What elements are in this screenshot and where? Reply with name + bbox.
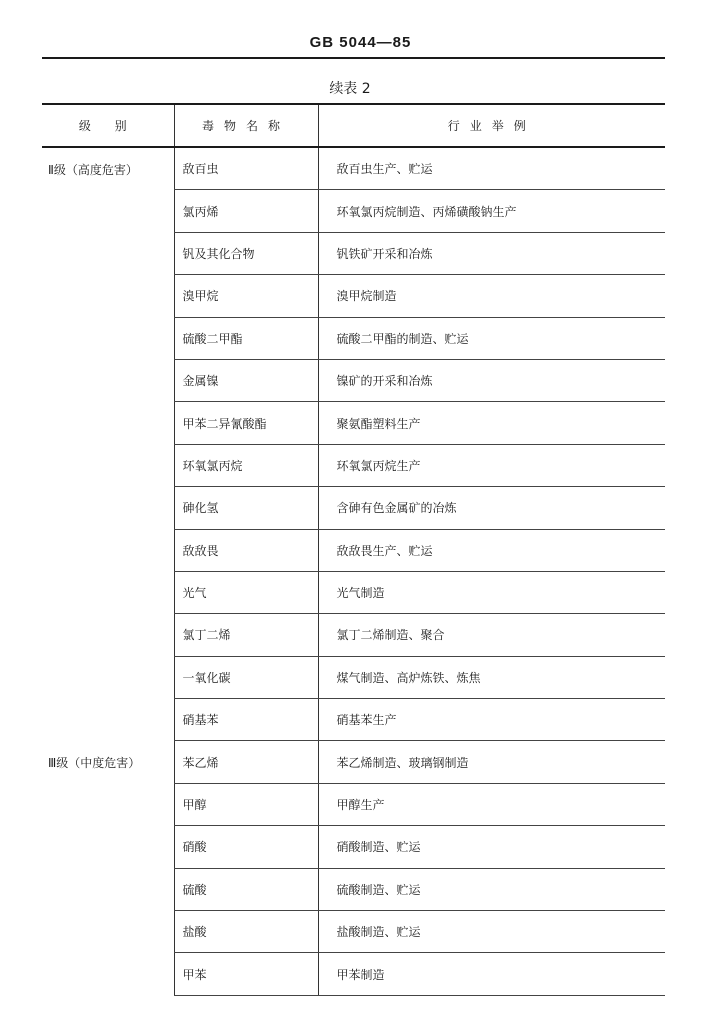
industry-example-cell: 甲苯制造 — [318, 953, 665, 995]
industry-example-cell: 苯乙烯制造、玻璃钢制造 — [318, 741, 665, 783]
toxicant-name-cell: 金属镍 — [174, 359, 318, 401]
toxicant-name-cell: 环氧氯丙烷 — [174, 444, 318, 486]
toxicant-name-cell: 硝基苯 — [174, 699, 318, 741]
toxicant-name-cell: 甲苯 — [174, 953, 318, 995]
toxicant-name-cell: 敌敌畏 — [174, 529, 318, 571]
column-header-toxicant-name: 毒物名称 — [174, 104, 318, 147]
toxicant-name-cell: 敌百虫 — [174, 147, 318, 190]
table-caption: 续表 2 — [329, 81, 371, 97]
industry-example-cell: 钒铁矿开采和冶炼 — [318, 232, 665, 274]
industry-example-cell: 环氧氯丙烷生产 — [318, 444, 665, 486]
toxicant-name-cell: 溴甲烷 — [174, 275, 318, 317]
industry-example-cell: 盐酸制造、贮运 — [318, 911, 665, 953]
toxicant-name-cell: 一氧化碳 — [174, 656, 318, 698]
toxicant-name-cell: 甲苯二异氰酸酯 — [174, 402, 318, 444]
table-row — [42, 741, 665, 783]
industry-example-cell: 氯丁二烯制造、聚合 — [318, 614, 665, 656]
industry-example-cell: 敌敌畏生产、贮运 — [318, 529, 665, 571]
industry-example-cell: 环氧氯丙烷制造、丙烯磺酸钠生产 — [318, 190, 665, 232]
toxicant-name-cell: 氯丙烯 — [174, 190, 318, 232]
toxicant-name-cell: 钒及其化合物 — [174, 232, 318, 274]
industry-example-cell: 光气制造 — [318, 571, 665, 613]
hazard-level-cell: Ⅲ级（中度危害） — [48, 755, 141, 770]
industry-example-cell: 甲醇生产 — [318, 783, 665, 825]
standard-code: GB 5044—85 — [309, 34, 412, 51]
toxicant-name-cell: 硫酸 — [174, 868, 318, 910]
toxicant-table — [42, 104, 665, 996]
industry-example-cell: 含砷有色金属矿的冶炼 — [318, 487, 665, 529]
column-header-level: 级 别 — [42, 104, 174, 147]
table-top-rule — [42, 103, 665, 105]
industry-example-cell: 硝基苯生产 — [318, 699, 665, 741]
header-rule — [42, 57, 665, 59]
table-body — [42, 147, 665, 995]
table-header-row — [42, 104, 665, 147]
hazard-level-cell: Ⅱ级（高度危害） — [48, 163, 138, 177]
toxicant-name-cell: 盐酸 — [174, 911, 318, 953]
toxicant-name-cell: 硝酸 — [174, 826, 318, 868]
industry-example-cell: 硝酸制造、贮运 — [318, 826, 665, 868]
toxicant-name-cell: 氯丁二烯 — [174, 614, 318, 656]
industry-example-cell: 硫酸二甲酯的制造、贮运 — [318, 317, 665, 359]
toxicant-name-cell: 甲醇 — [174, 783, 318, 825]
industry-example-cell: 硫酸制造、贮运 — [318, 868, 665, 910]
industry-example-cell: 煤气制造、高炉炼铁、炼焦 — [318, 656, 665, 698]
industry-example-cell: 溴甲烷制造 — [318, 275, 665, 317]
industry-example-cell: 镍矿的开采和冶炼 — [318, 359, 665, 401]
column-header-industry-example: 行业举例 — [318, 104, 665, 147]
industry-example-cell: 聚氨酯塑料生产 — [318, 402, 665, 444]
toxicant-name-cell: 砷化氢 — [174, 487, 318, 529]
table-row — [42, 147, 665, 190]
toxicant-name-cell: 苯乙烯 — [174, 741, 318, 783]
toxicant-name-cell: 光气 — [174, 571, 318, 613]
toxicant-name-cell: 硫酸二甲酯 — [174, 317, 318, 359]
industry-example-cell: 敌百虫生产、贮运 — [318, 147, 665, 190]
